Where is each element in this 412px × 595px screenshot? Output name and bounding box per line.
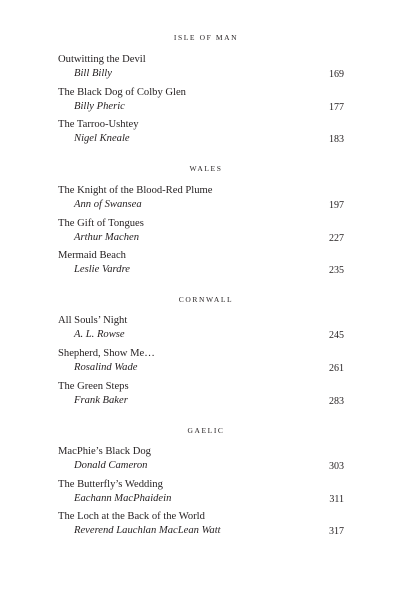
toc-entry[interactable]	[58, 249, 344, 277]
toc-entry[interactable]	[58, 510, 344, 538]
entry-page-number: 183	[329, 134, 344, 145]
entry-author: Rosalind Wade	[74, 362, 138, 373]
entry-author: Donald Cameron	[74, 460, 148, 471]
entry-title: The Green Steps	[58, 381, 129, 392]
entry-title: All Souls’ Night	[58, 315, 128, 326]
entry-title: The Knight of the Blood-Red Plume	[58, 185, 213, 196]
entry-page-number: 311	[329, 494, 344, 505]
section-heading-wales: WALES	[189, 164, 223, 173]
entry-title: The Black Dog of Colby Glen	[58, 87, 186, 98]
toc-entry[interactable]	[58, 86, 344, 114]
entry-page-number: 303	[329, 461, 344, 472]
entry-title: The Loch at the Back of the World	[58, 511, 205, 522]
entry-author: Billy Pheric	[74, 101, 125, 112]
entry-page-number: 261	[329, 363, 344, 374]
entry-author: Reverend Lauchlan MacLean Watt	[74, 525, 221, 536]
entry-page-number: 245	[329, 330, 344, 341]
toc-entry[interactable]	[58, 445, 344, 473]
entry-title: Mermaid Beach	[58, 250, 126, 261]
entry-page-number: 197	[329, 200, 344, 211]
section-heading-isle-of-man: ISLE OF MAN	[173, 33, 239, 42]
entry-author: Eachann MacPhaidein	[74, 493, 172, 504]
entry-title: The Butterfly’s Wedding	[58, 479, 163, 490]
entry-page-number: 317	[329, 526, 344, 537]
toc-entry[interactable]	[58, 314, 344, 342]
entry-page-number: 235	[329, 265, 344, 276]
entry-title: Shepherd, Show Me…	[58, 348, 155, 359]
entry-title: The Tarroo-Ushtey	[58, 119, 139, 130]
toc-entry[interactable]	[58, 478, 344, 506]
section-heading-gaelic: GAELIC	[187, 426, 225, 435]
entry-author: Frank Baker	[74, 395, 128, 406]
entry-author: A. L. Rowse	[74, 329, 125, 340]
toc-entry[interactable]	[58, 118, 344, 146]
toc-entry[interactable]	[58, 347, 344, 375]
entry-author: Ann of Swansea	[74, 199, 142, 210]
entry-page-number: 283	[329, 396, 344, 407]
entry-page-number: 177	[329, 102, 344, 113]
entry-author: Arthur Machen	[74, 232, 140, 243]
entry-author: Leslie Vardre	[74, 264, 131, 275]
toc-entry[interactable]	[58, 217, 344, 245]
toc-entry[interactable]	[58, 184, 344, 212]
toc-entry[interactable]	[58, 380, 344, 408]
entry-author: Bill Billy	[74, 68, 112, 79]
entry-title: The Gift of Tongues	[58, 218, 144, 229]
entry-page-number: 169	[329, 69, 344, 80]
toc-entry[interactable]	[58, 53, 344, 81]
entry-title: Outwitting the Devil	[58, 54, 146, 65]
section-heading-cornwall: CORNWALL	[178, 295, 234, 304]
entry-page-number: 227	[329, 233, 344, 244]
entry-title: MacPhie’s Black Dog	[58, 446, 151, 457]
entry-author: Nigel Kneale	[74, 133, 130, 144]
